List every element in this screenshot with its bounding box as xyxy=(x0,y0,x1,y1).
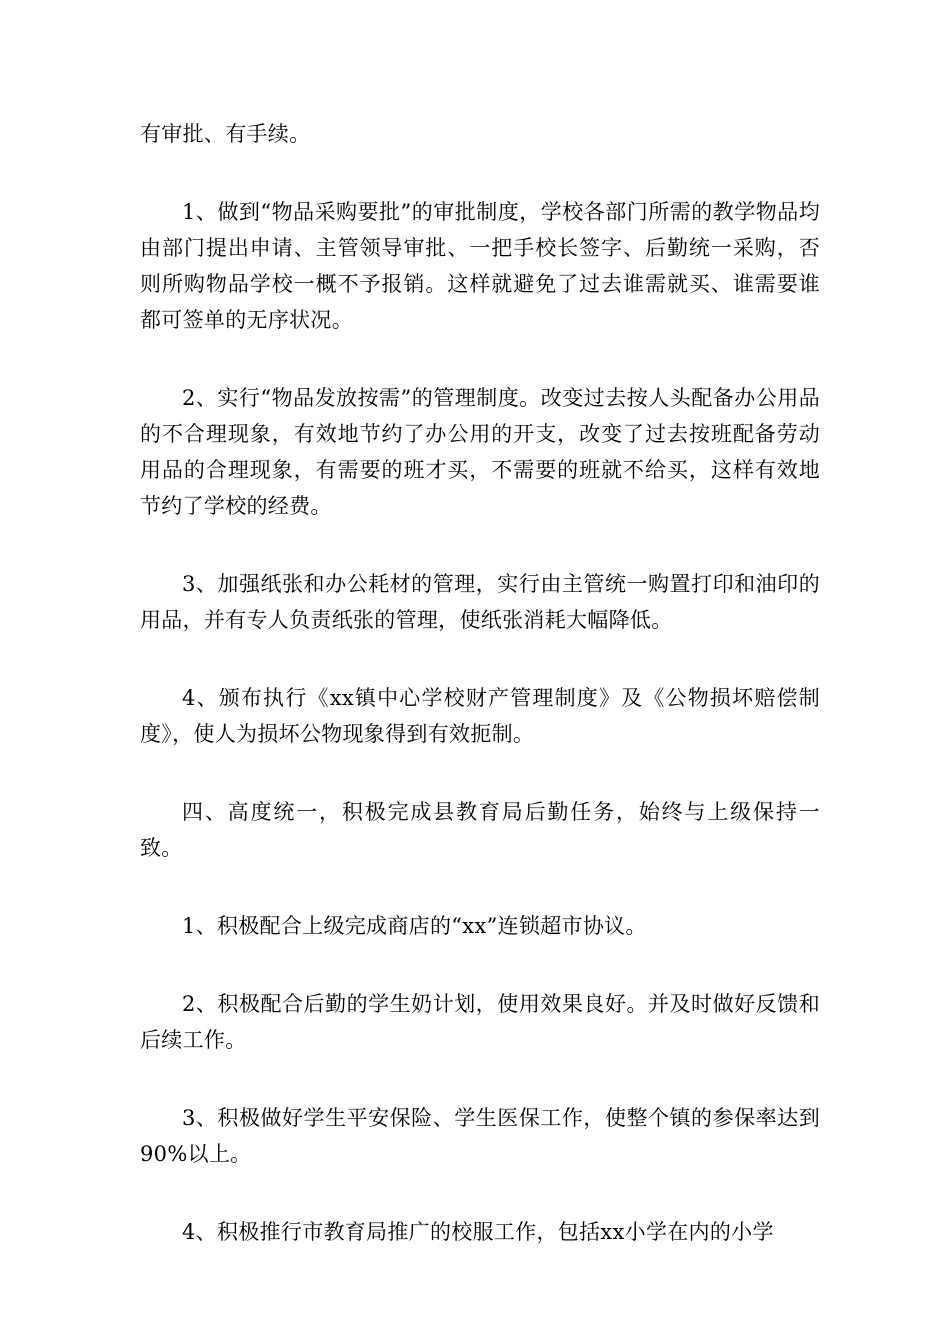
paragraph-distribution-by-need: 2、实行“物品发放按需”的管理制度。改变过去按人头配备办公用品的不合理现象，有效地节约了办公用的开支，改变了过去按班配备劳动用品的合理现象，有需要的班才买，不需要的班就不给买，这样有效地节约了学校的经费。 xyxy=(140,386,820,518)
paragraph-student-milk: 2、积极配合后勤的学生奶计划，使用效果良好。并及时做好反馈和后续工作。 xyxy=(140,992,820,1052)
paragraph-procurement-approval: 1、做到“物品采购要批”的审批制度，学校各部门所需的教学物品均由部门提出申请、主管领导审批、一把手校长签字、后勤统一采购，否则所购物品学校一概不予报销。这样就避免了过去谁需就买、谁需要谁都可签单的无序状况。 xyxy=(140,200,820,332)
document-page xyxy=(140,116,820,1292)
paragraph-continuation: 有审批、有手续。 xyxy=(140,122,311,146)
paragraph-insurance: 3、积极做好学生平安保险、学生医保工作，使整个镇的参保率达到90%以上。 xyxy=(140,1106,820,1166)
paragraph-school-uniform: 4、积极推行市教育局推广的校服工作，包括xx小学在内的小学 xyxy=(182,1220,774,1244)
section-heading-four: 四、高度统一，积极完成县教育局后勤任务，始终与上级保持一致。 xyxy=(140,800,820,860)
paragraph-property-regulations: 4、颁布执行《xx镇中心学校财产管理制度》及《公物损坏赔偿制度》，使人为损坏公物现象得到有效扼制。 xyxy=(140,686,820,746)
paragraph-supermarket-agreement: 1、积极配合上级完成商店的“xx”连锁超市协议。 xyxy=(182,914,647,938)
paragraph-paper-management: 3、加强纸张和办公耗材的管理，实行由主管统一购置打印和油印的用品，并有专人负责纸张的管理，使纸张消耗大幅降低。 xyxy=(140,572,820,632)
